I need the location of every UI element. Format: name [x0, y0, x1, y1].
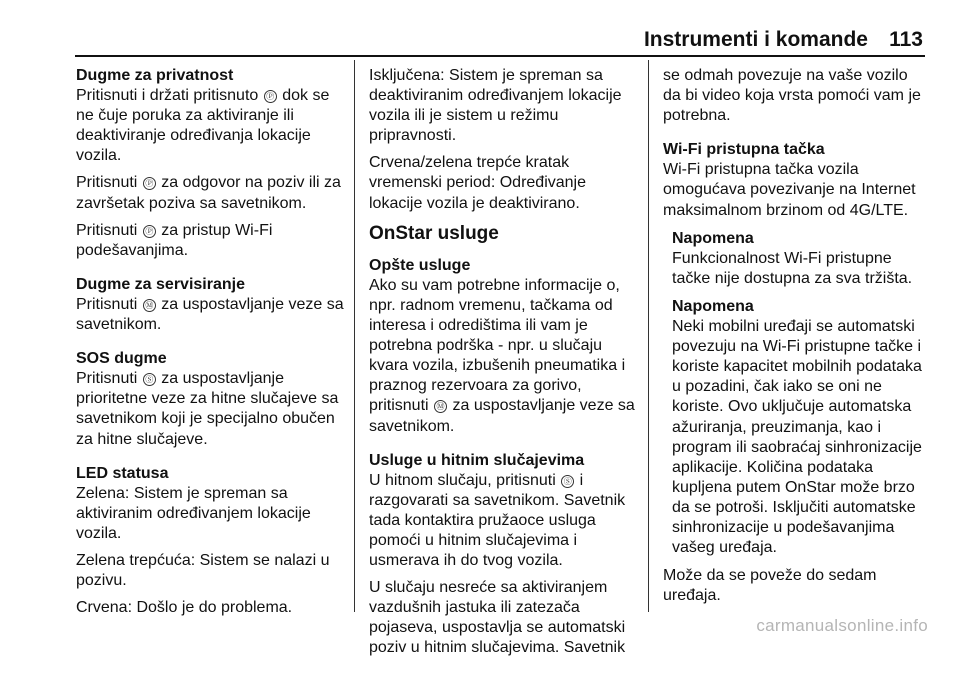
page-title: Instrumenti i komande: [643, 28, 868, 51]
page-number: 113: [889, 28, 923, 51]
note-text: Neki mobilni uređaji se automatski povezuju na Wi-Fi pristupne tačke i koriste kapacitet mobilnih podataka u pozadini, čak iako se oni ne koriste. Ovo uključuje automatska ažuriranja, preuzimanja, kao i program ili saobraćaj sinhronizacije aplikacije. Količina podataka kupljena putem OnStar može brzo da se potroši. Isključiti automatske sinhronizacije u podešavanjima vašeg uređaja.: [672, 318, 922, 557]
text: Pritisnuti: [76, 295, 138, 313]
column-divider: [354, 60, 355, 612]
page-header: [0, 0, 960, 56]
paragraph: se odmah povezuje na vaše vozilo da bi video koja vrsta pomoći vam je potrebna.: [663, 67, 921, 125]
note-heading: Napomena: [672, 297, 754, 315]
service-button-icon: Ⓜ: [143, 299, 156, 312]
paragraph: [369, 471, 635, 571]
section-status-led: [76, 464, 346, 619]
text: Pritisnuti i držati pritisnuto: [76, 87, 259, 105]
paragraph: Zelena: Sistem je spreman sa aktiviranim određivanjem lokacije vozila.: [76, 484, 311, 542]
text: za uspostavljanje prioritetne veze za hitne slučajeve sa savetnikom koji je specijalno obučen za hitne slučajeve.: [76, 370, 339, 448]
paragraph: Crvena/zelena trepće kratak vremenski period: Određivanje lokacije vozila je deaktivirano.: [369, 154, 586, 212]
column-divider: [648, 60, 649, 612]
text: Ako su vam potrebne informacije o, npr. radnom vremenu, tačkama od interesa i odredištima ili vam je potrebna podrška - npr. u slučaju kvara vozila, izbušenih pneumatika i praznog rezervoara za gorivo, pritisnuti: [369, 276, 626, 415]
sos-button-icon: Ⓢ: [143, 373, 156, 386]
section-heading: SOS dugme: [76, 350, 167, 368]
section-emergency-services: [369, 451, 635, 659]
section-general-services: [369, 256, 635, 437]
section-sos-button: [76, 349, 346, 449]
chapter-heading: OnStar usluge: [369, 222, 499, 244]
text: Pritisnuti: [76, 370, 138, 388]
phone-button-icon: Ⓟ: [264, 90, 277, 103]
paragraph: Isključena: Sistem je spreman sa deaktiviranim određivanjem lokacije vozila ili je sistem u režimu pripravnosti.: [369, 67, 622, 145]
paragraph: [369, 276, 635, 437]
phone-button-icon: Ⓟ: [143, 225, 156, 238]
paragraph: [76, 86, 346, 166]
note-block: [672, 297, 928, 558]
paragraph: [76, 369, 346, 449]
watermark: carmanualsonline.info: [756, 616, 928, 635]
paragraph: U slučaju nesreće sa aktiviranjem vazdušnih jastuka ili zatezača pojaseva, uspostavlja se automatski poziv u hitnim slučajevima. Savetnik: [369, 579, 626, 657]
text: dok se ne čuje poruka za aktiviranje ili deaktiviranje određivanja lokacije vozila.: [76, 87, 330, 165]
column-1: [76, 66, 346, 632]
paragraph: [76, 173, 346, 213]
paragraph: Wi-Fi pristupna tačka vozila omogućava povezivanje na Internet maksimalnom brzinom od 4G/LTE.: [663, 161, 916, 219]
note-text: Funkcionalnost Wi-Fi pristupne tačke nije dostupna za sva tržišta.: [672, 249, 913, 287]
section-heading: Wi-Fi pristupna tačka: [663, 141, 825, 159]
header-rule: [75, 55, 925, 57]
section-wifi-hotspot: [663, 140, 928, 220]
text: Pritisnuti: [76, 174, 138, 192]
text: Pritisnuti: [76, 221, 138, 239]
section-heading: Dugme za servisiranje: [76, 275, 245, 293]
paragraph: [76, 221, 346, 261]
section-service-button: [76, 275, 346, 335]
sos-button-icon: Ⓢ: [561, 475, 574, 488]
text: i razgovarati sa savetnikom. Savetnik tada kontaktira pružaoce usluga pomoći u hitnim slučajevima i usmerava ih do tvog vozila.: [369, 471, 626, 570]
paragraph: [76, 295, 346, 335]
paragraph: Može da se poveže do sedam uređaja.: [663, 567, 877, 605]
section-privacy-button: [76, 66, 346, 261]
text: U hitnom slučaju, pritisnuti: [369, 471, 556, 489]
section-heading: Dugme za privatnost: [76, 67, 234, 84]
service-button-icon: Ⓜ: [434, 400, 447, 413]
section-heading: Opšte usluge: [369, 256, 471, 274]
note-heading: Napomena: [672, 229, 754, 247]
column-3: [663, 66, 928, 613]
note-block: [672, 229, 928, 289]
text: za odgovor na poziv ili za završetak poziva sa savetnikom.: [76, 174, 341, 212]
text: za uspostavljanje veze sa savetnikom.: [76, 295, 344, 334]
paragraph: Crvena: Došlo je do problema.: [76, 599, 293, 617]
section-heading: LED statusa: [76, 464, 169, 482]
section-heading: Usluge u hitnim slučajevima: [369, 451, 585, 469]
column-2: [369, 66, 635, 673]
text: za pristup Wi-Fi podešavanjima.: [76, 221, 273, 259]
text: za uspostavljanje veze sa savetnikom.: [369, 397, 635, 435]
paragraph: Zelena trepćuća: Sistem se nalazi u pozivu.: [76, 551, 330, 590]
phone-button-icon: Ⓟ: [143, 177, 156, 190]
